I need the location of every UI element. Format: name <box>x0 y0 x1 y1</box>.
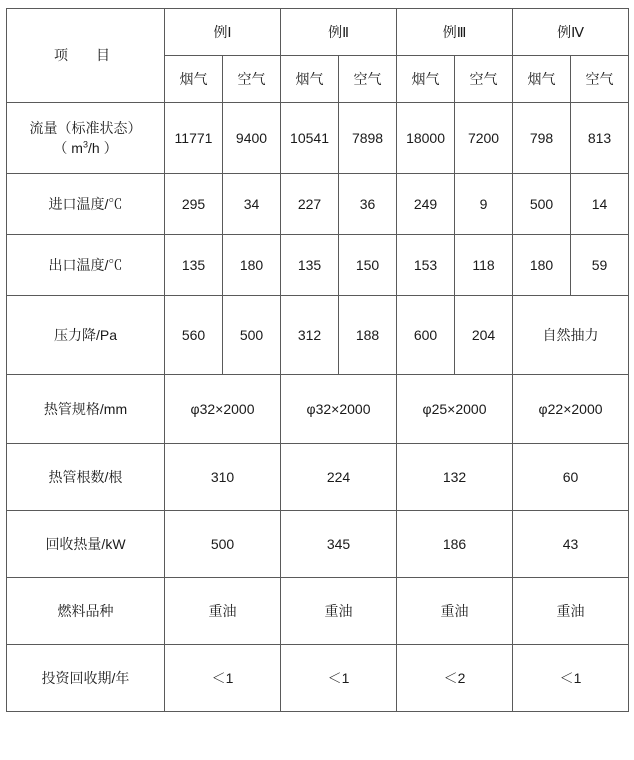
cell-fuel-type-2: 重油 <box>281 578 397 645</box>
column-header-example-4: 例Ⅳ <box>513 9 629 56</box>
table-row-payback-period <box>7 645 629 712</box>
cell-pipe-count-4: 60 <box>513 444 629 511</box>
cell-payback-2: ＜1 <box>281 645 397 712</box>
cell-recovered-heat-3: 186 <box>397 511 513 578</box>
table-row-inlet-temperature <box>7 174 629 235</box>
cell-pressure-4: 188 <box>339 296 397 375</box>
cell-flow-1: 11771 <box>165 103 223 174</box>
cell-fuel-type-4: 重油 <box>513 578 629 645</box>
cell-pressure-6: 204 <box>455 296 513 375</box>
cell-outlet-5: 153 <box>397 235 455 296</box>
table-row-flow-rate <box>7 103 629 174</box>
cell-pipe-spec-1: φ32×2000 <box>165 375 281 444</box>
cell-outlet-2: 180 <box>223 235 281 296</box>
cell-recovered-heat-2: 345 <box>281 511 397 578</box>
cell-flow-2: 9400 <box>223 103 281 174</box>
cell-inlet-3: 227 <box>281 174 339 235</box>
cell-pipe-count-1: 310 <box>165 444 281 511</box>
column-header-stream-8: 空气 <box>571 56 629 103</box>
column-header-example-1: 例Ⅰ <box>165 9 281 56</box>
cell-payback-4: ＜1 <box>513 645 629 712</box>
row-label-flow-rate-line2: （ $m^3/h$ ） <box>53 139 118 156</box>
table-row-pipe-spec <box>7 375 629 444</box>
cell-inlet-1: 295 <box>165 174 223 235</box>
column-header-example-2: 例Ⅱ <box>281 9 397 56</box>
cell-pipe-spec-4: φ22×2000 <box>513 375 629 444</box>
cell-flow-3: 10541 <box>281 103 339 174</box>
row-label-flow-rate <box>7 103 165 174</box>
row-label-pressure-drop: 压力降/Pa <box>7 296 165 375</box>
cell-flow-8: 813 <box>571 103 629 174</box>
cell-pressure-3: 312 <box>281 296 339 375</box>
row-label-flow-rate-line1: 流量（标准状态） <box>29 119 142 136</box>
row-label-payback-period: 投资回收期/年 <box>7 645 165 712</box>
cell-recovered-heat-4: 43 <box>513 511 629 578</box>
cell-pressure-5: 600 <box>397 296 455 375</box>
cell-inlet-7: 500 <box>513 174 571 235</box>
cell-outlet-3: 135 <box>281 235 339 296</box>
column-header-stream-3: 烟气 <box>281 56 339 103</box>
cell-outlet-4: 150 <box>339 235 397 296</box>
cell-pipe-count-2: 224 <box>281 444 397 511</box>
column-header-item: 项 目 <box>7 9 165 103</box>
row-label-pipe-spec: 热管规格/mm <box>7 375 165 444</box>
row-label-inlet-temperature: 进口温度/℃ <box>7 174 165 235</box>
row-label-outlet-temperature: 出口温度/℃ <box>7 235 165 296</box>
column-header-stream-5: 烟气 <box>397 56 455 103</box>
cell-flow-7: 798 <box>513 103 571 174</box>
cell-pipe-count-3: 132 <box>397 444 513 511</box>
column-header-stream-2: 空气 <box>223 56 281 103</box>
column-header-stream-1: 烟气 <box>165 56 223 103</box>
cell-pressure-1: 560 <box>165 296 223 375</box>
cell-outlet-1: 135 <box>165 235 223 296</box>
cell-flow-4: 7898 <box>339 103 397 174</box>
column-header-example-3: 例Ⅲ <box>397 9 513 56</box>
table-row-fuel-type <box>7 578 629 645</box>
cell-outlet-6: 118 <box>455 235 513 296</box>
cell-recovered-heat-1: 500 <box>165 511 281 578</box>
cell-outlet-8: 59 <box>571 235 629 296</box>
cell-payback-3: ＜2 <box>397 645 513 712</box>
table-row-outlet-temperature <box>7 235 629 296</box>
row-label-flow-rate-exponent: 3 <box>82 139 88 150</box>
table-header-row-examples <box>7 9 629 56</box>
row-label-pipe-count: 热管根数/根 <box>7 444 165 511</box>
cell-inlet-6: 9 <box>455 174 513 235</box>
cell-outlet-7: 180 <box>513 235 571 296</box>
heat-pipe-examples-table <box>6 8 629 712</box>
column-header-stream-4: 空气 <box>339 56 397 103</box>
column-header-stream-7: 烟气 <box>513 56 571 103</box>
cell-inlet-5: 249 <box>397 174 455 235</box>
column-header-stream-6: 空气 <box>455 56 513 103</box>
cell-pressure-2: 500 <box>223 296 281 375</box>
cell-pressure-7: 自然抽力 <box>513 296 629 375</box>
cell-fuel-type-1: 重油 <box>165 578 281 645</box>
row-label-recovered-heat: 回收热量/kW <box>7 511 165 578</box>
table-row-pipe-count <box>7 444 629 511</box>
cell-inlet-4: 36 <box>339 174 397 235</box>
row-label-fuel-type: 燃料品种 <box>7 578 165 645</box>
table-row-recovered-heat <box>7 511 629 578</box>
cell-flow-6: 7200 <box>455 103 513 174</box>
cell-fuel-type-3: 重油 <box>397 578 513 645</box>
cell-inlet-2: 34 <box>223 174 281 235</box>
cell-flow-5: 18000 <box>397 103 455 174</box>
table-row-pressure-drop <box>7 296 629 375</box>
cell-payback-1: ＜1 <box>165 645 281 712</box>
cell-pipe-spec-2: φ32×2000 <box>281 375 397 444</box>
cell-pipe-spec-3: φ25×2000 <box>397 375 513 444</box>
cell-inlet-8: 14 <box>571 174 629 235</box>
